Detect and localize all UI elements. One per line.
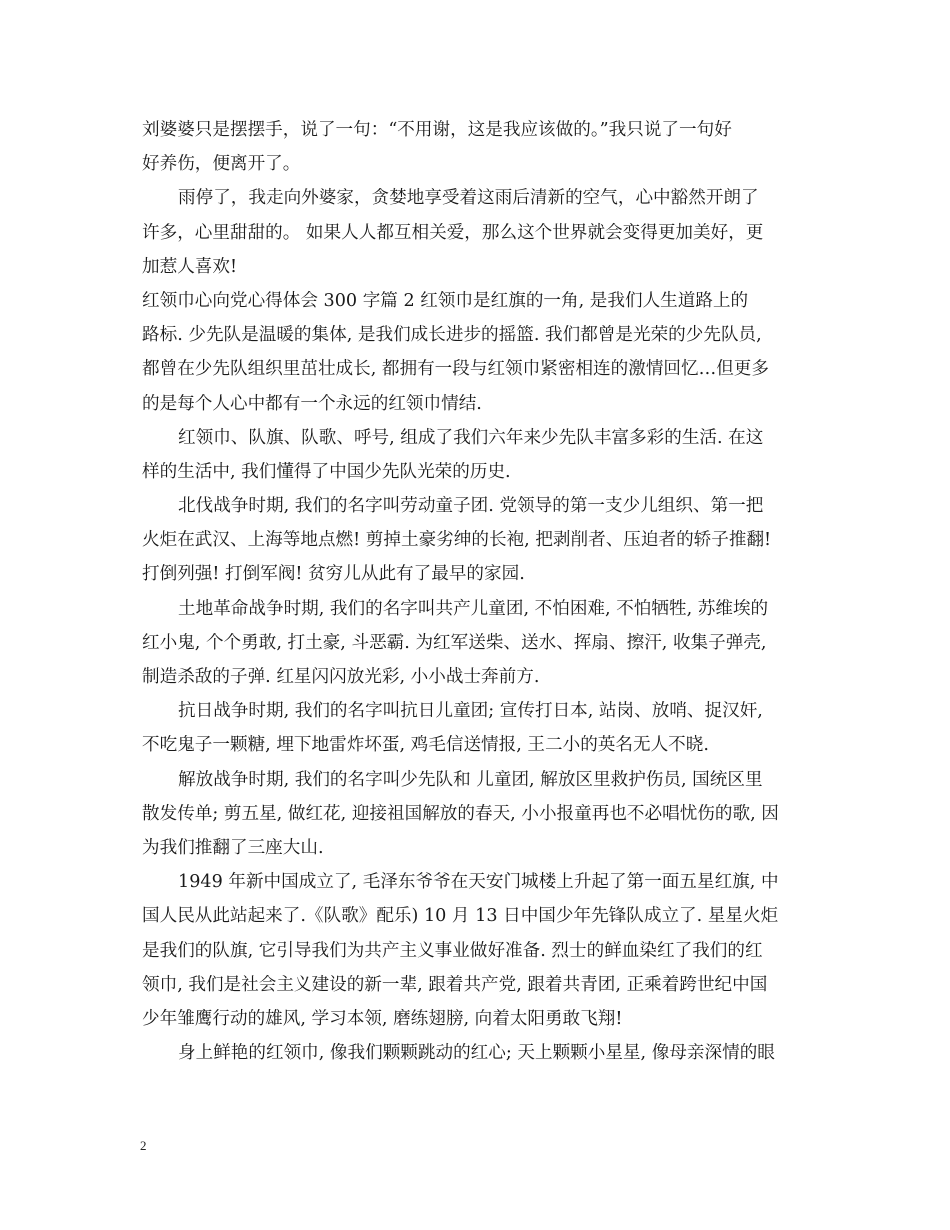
text-line: 火炬在武汉、上海等地点燃! 剪掉土豪劣绅的长袍, 把剥削者、压迫者的轿子推翻!	[142, 530, 772, 551]
text-line: 许多，心里甜甜的。 如果人人都互相关爱，那么这个世界就会变得更加美好，更	[142, 222, 764, 243]
text-line: 刘婆婆只是摆摆手，说了一句：“不用谢，这是我应该做的。”我只说了一句好	[142, 120, 732, 140]
text-line: 路标. 少先队是温暖的集体, 是我们成长进步的摇篮. 我们都曾是光荣的少先队员,	[142, 325, 762, 346]
text-line: 加惹人喜欢!	[142, 256, 238, 277]
text-line: 红小鬼, 个个勇敢, 打土豪, 斗恶霸. 为红军送柴、送水、挥扇、擦汗, 收集子弹壳,	[142, 632, 767, 653]
text-line: 雨停了，我走向外婆家，贪婪地享受着这雨后清新的空气，心中豁然开朗了	[178, 188, 759, 209]
text-line: 少年雏鹰行动的雄风, 学习本领, 磨练翅膀, 向着太阳勇敢飞翔!	[142, 1008, 623, 1029]
text-line: 领巾, 我们是社会主义建设的新一辈, 跟着共产党, 跟着共青团, 正乘着跨世纪中国	[142, 974, 768, 995]
text-line: 的是每个人心中都有一个永远的红领巾情结.	[142, 393, 482, 414]
text-line: 打倒列强! 打倒军阀! 贫穷儿从此有了最早的家园.	[142, 564, 525, 585]
text-line: 都曾在少先队组织里茁壮成长, 都拥有一段与红领巾紧密相连的激情回忆…但更多	[142, 359, 769, 380]
text-line: 解放战争时期, 我们的名字叫少先队和 儿童团, 解放区里救护伤员, 国统区里	[178, 769, 763, 790]
text-line: 不吃鬼子一颗糖, 埋下地雷炸坏蛋, 鸡毛信送情报, 王二小的英名无人不晓.	[142, 735, 709, 756]
text-line: 红领巾、队旗、队歌、呼号, 组成了我们六年来少先队丰富多彩的生活. 在这	[178, 427, 764, 448]
text-line: 是我们的队旗, 它引导我们为共产主义事业做好准备. 烈士的鲜血染红了我们的红	[142, 940, 763, 961]
text-line: 好养伤，便离开了。	[142, 154, 301, 175]
text-line: 为我们推翻了三座大山.	[142, 837, 324, 858]
document-body	[142, 113, 812, 1070]
text-line: 土地革命战争时期, 我们的名字叫共产儿童团, 不怕困难, 不怕牺牲, 苏维埃的	[178, 598, 769, 619]
text-line: 身上鲜艳的红领巾, 像我们颗颗跳动的红心; 天上颗颗小星星, 像母亲深情的眼	[178, 1043, 775, 1064]
text-line: 1949 年新中国成立了, 毛泽东爷爷在天安门城楼上升起了第一面五星红旗, 中	[178, 872, 779, 893]
text-line: 散发传单; 剪五星, 做红花, 迎接祖国解放的春天, 小小报童再也不必唱忧伤的歌, 因	[142, 803, 779, 824]
text-line: 国人民从此站起来了.《队歌》配乐) 10 月 13 日中国少年先锋队成立了. 星星火炬	[142, 906, 779, 927]
text-line: 北伐战争时期, 我们的名字叫劳动童子团. 党领导的第一支少儿组织、第一把	[178, 496, 764, 517]
text-line: 抗日战争时期, 我们的名字叫抗日儿童团; 宣传打日本, 站岗、放哨、捉汉奸,	[178, 701, 763, 722]
text-line: 样的生活中, 我们懂得了中国少先队光荣的历史.	[142, 461, 511, 482]
text-line: 制造杀敌的子弹. 红星闪闪放光彩, 小小战士奔前方.	[142, 667, 540, 687]
page-number: 2	[140, 1138, 147, 1153]
section-heading-line: 红领巾心向党心得体会 300 字篇 2 红领巾是红旗的一角, 是我们人生道路上的	[142, 290, 749, 311]
